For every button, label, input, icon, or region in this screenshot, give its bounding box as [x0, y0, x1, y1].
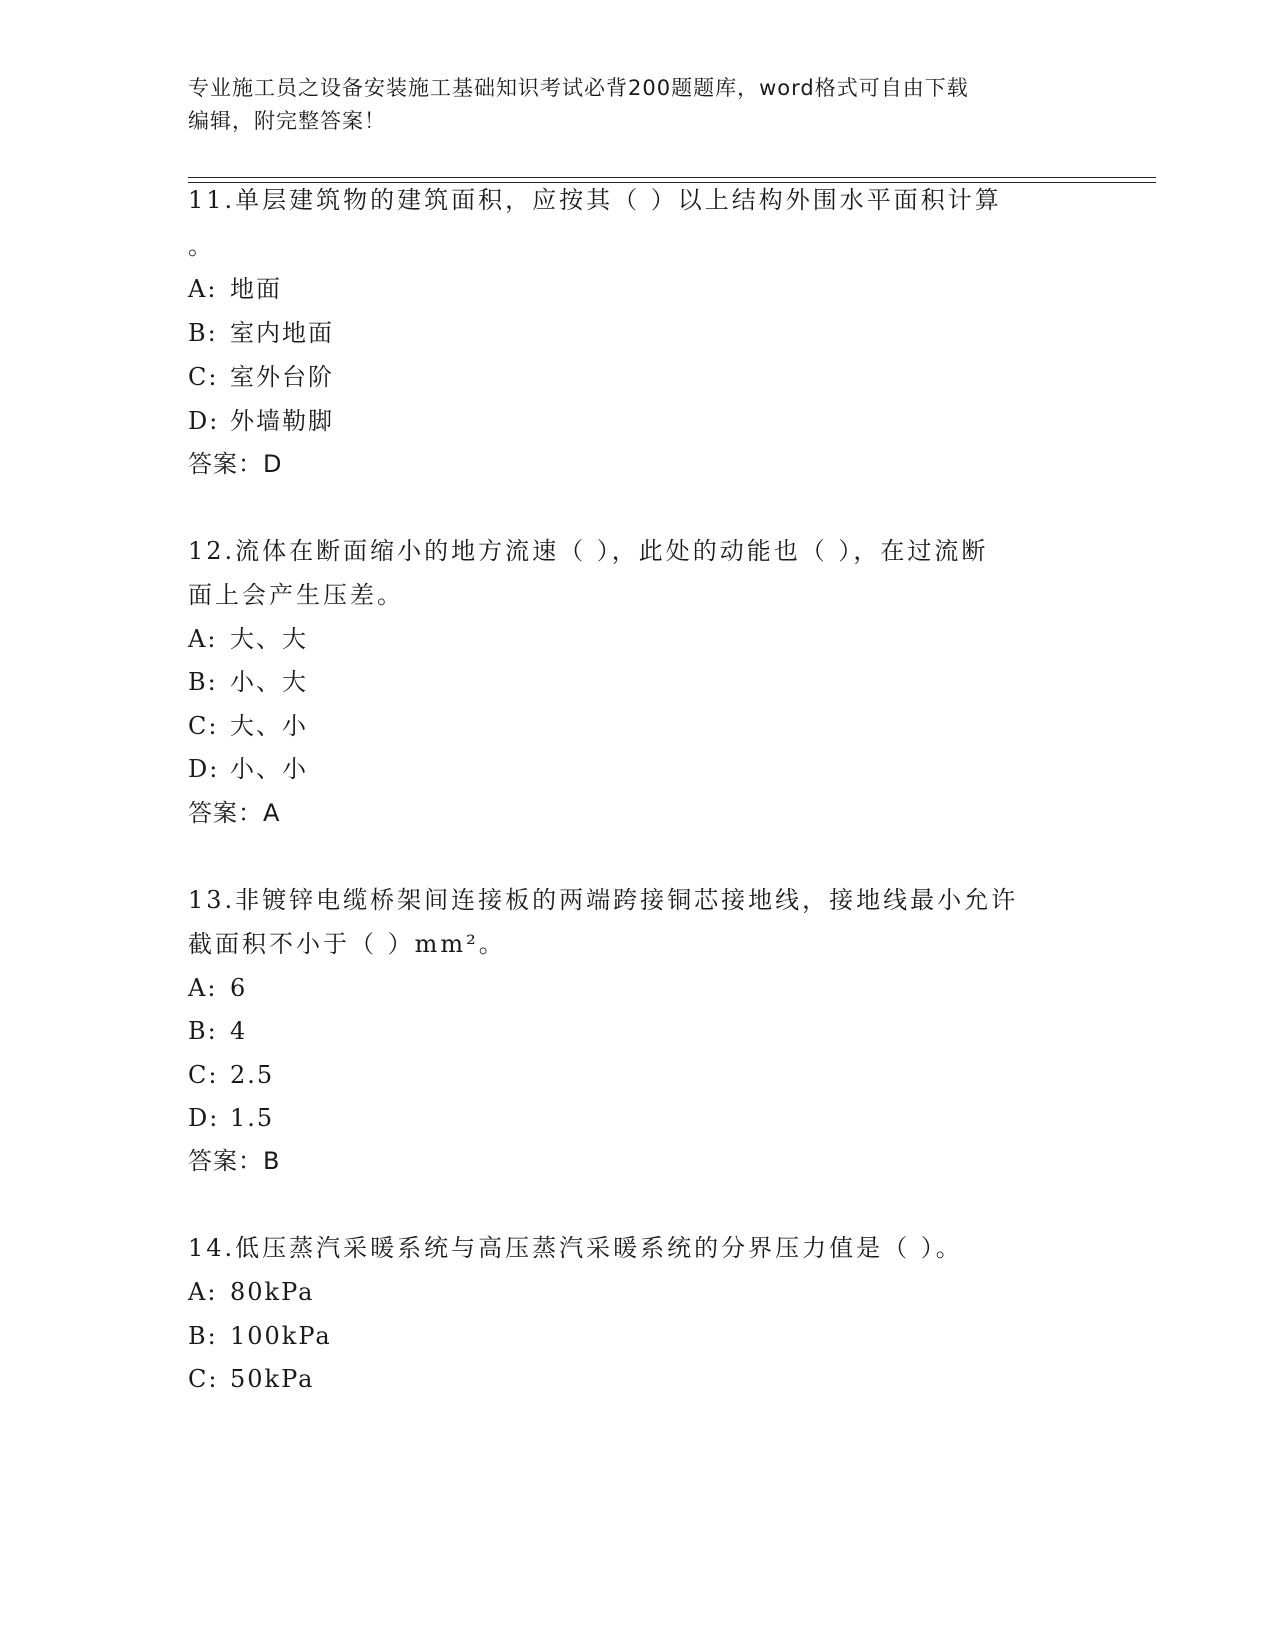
option-text: 1.5	[230, 1104, 275, 1132]
option-key: C:	[188, 1365, 219, 1393]
question-14-option-a	[188, 1270, 314, 1315]
option-key: B:	[188, 1322, 218, 1350]
question-11-option-c	[188, 355, 334, 400]
option-key: A:	[188, 1278, 218, 1306]
question-11-text-line-2: 。	[188, 232, 215, 260]
option-text: 100kPa	[230, 1322, 332, 1350]
option-text: 小、大	[230, 668, 308, 696]
question-13-text-line-1: 13.非镀锌电缆桥架间连接板的两端跨接铜芯接地线，接地线最小允许	[188, 886, 1019, 914]
option-key: A:	[188, 275, 218, 303]
question-11-text-line-1: 11.单层建筑物的建筑面积，应按其（ ）以上结构外围水平面积计算	[188, 186, 1002, 214]
option-text: 小、小	[230, 755, 308, 783]
option-key: B:	[188, 1017, 218, 1045]
option-text: 地面	[230, 275, 282, 303]
question-12-option-b	[188, 660, 308, 705]
question-12-text-line-1: 12.流体在断面缩小的地方流速（ ），此处的动能也（ ），在过流断	[188, 537, 989, 565]
option-key: B:	[188, 319, 218, 347]
header-line-2: 编辑，附完整答案！	[188, 109, 386, 133]
question-12-text-line-2: 面上会产生压差。	[188, 581, 404, 609]
question-12-option-c	[188, 704, 308, 749]
question-13-answer: 答案：B	[188, 1147, 281, 1175]
question-14-option-c	[188, 1357, 314, 1402]
option-key: C:	[188, 363, 219, 391]
question-12-option-d	[188, 747, 308, 792]
question-13-option-a	[188, 966, 247, 1011]
option-text: 80kPa	[230, 1278, 315, 1306]
question-12-answer: 答案：A	[188, 799, 281, 827]
question-14-text-line-1: 14.低压蒸汽采暖系统与高压蒸汽采暖系统的分界压力值是（ ）。	[188, 1234, 963, 1262]
header-line-1: 专业施工员之设备安装施工基础知识考试必背200题题库，word格式可自由下载	[188, 76, 969, 100]
option-text: 6	[230, 974, 248, 1002]
option-text: 室外台阶	[230, 363, 334, 391]
question-13-option-d	[188, 1096, 274, 1141]
question-11-answer: 答案：D	[188, 450, 283, 478]
option-key: A:	[188, 974, 218, 1002]
option-key: D:	[188, 407, 220, 435]
question-11-option-d	[188, 399, 334, 444]
option-key: A:	[188, 625, 218, 653]
option-text: 大、小	[230, 712, 308, 740]
question-14-option-b	[188, 1314, 332, 1359]
option-text: 50kPa	[230, 1365, 315, 1393]
option-text: 4	[230, 1017, 248, 1045]
document-header	[188, 72, 1088, 138]
question-13-text-line-2: 截面积不小于（ ）mm²。	[188, 930, 506, 958]
option-key: C:	[188, 712, 219, 740]
option-key: B:	[188, 668, 218, 696]
option-text: 2.5	[230, 1061, 275, 1089]
question-12-option-a	[188, 617, 308, 662]
option-text: 外墙勒脚	[230, 407, 334, 435]
question-11-option-a	[188, 267, 282, 312]
question-13-option-c	[188, 1053, 274, 1098]
option-key: C:	[188, 1061, 219, 1089]
option-text: 大、大	[230, 625, 308, 653]
question-13-option-b	[188, 1009, 247, 1054]
question-11-option-b	[188, 311, 334, 356]
option-key: D:	[188, 755, 220, 783]
option-key: D:	[188, 1104, 220, 1132]
option-text: 室内地面	[230, 319, 334, 347]
